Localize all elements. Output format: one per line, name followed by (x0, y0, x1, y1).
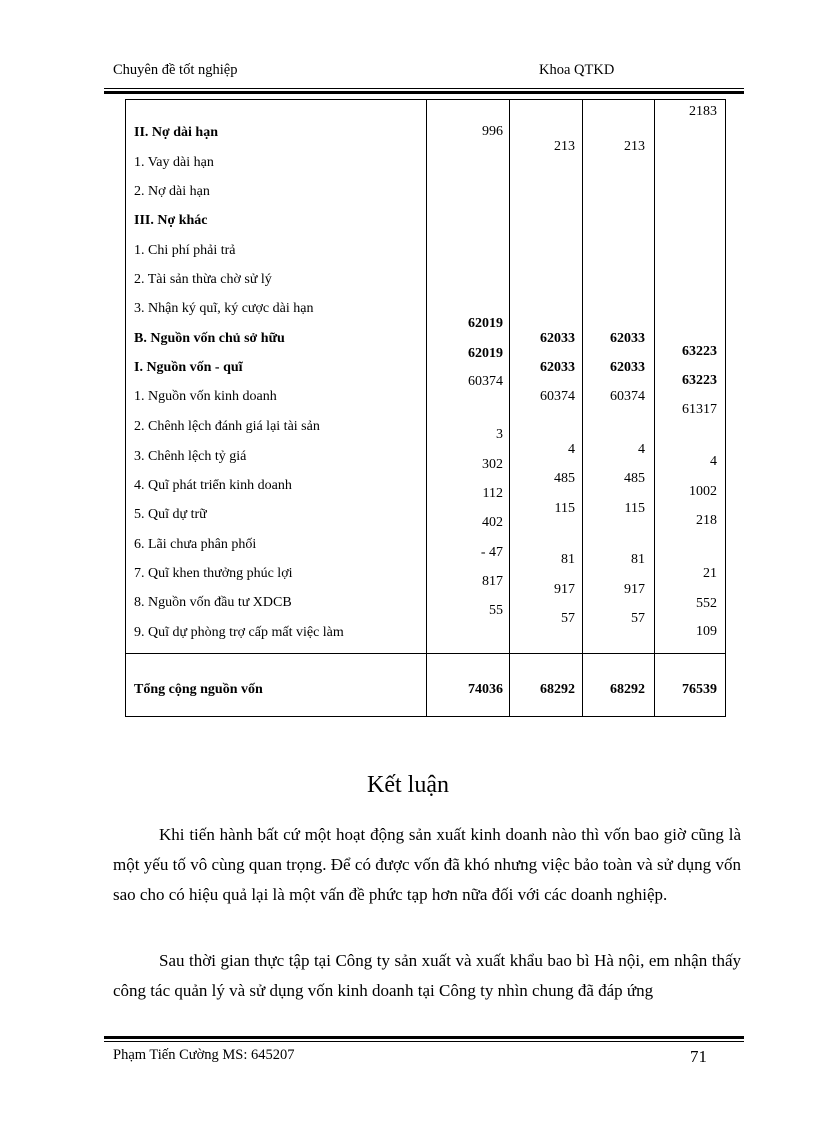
cell-value: 213 (554, 139, 575, 154)
paragraph-line: cũng là một yếu tố vô cùng quan trọng. Để có được vốn đã khó nhưng việc bảo toàn (113, 825, 742, 874)
cell-value: 1002 (689, 484, 717, 499)
cell-value: 402 (482, 515, 503, 530)
cell-value: 62033 (540, 360, 575, 375)
paragraph-1 (113, 820, 741, 910)
cell-value: 63223 (682, 373, 717, 388)
total-value: 68292 (610, 682, 645, 697)
cell-value: 61317 (682, 402, 717, 417)
row-label: 7. Quĩ khen thưởng phúc lợi (134, 566, 293, 581)
cell-value: 62019 (468, 346, 503, 361)
row-label: 8. Nguồn vốn đầu tư XDCB (134, 595, 292, 610)
row-label: 4. Quĩ phát triển kinh doanh (134, 478, 292, 493)
cell-value: 996 (482, 124, 503, 139)
section-title: Kết luận (367, 772, 449, 798)
cell-value: 60374 (610, 389, 645, 404)
row-label: III. Nợ khác (134, 213, 208, 228)
cell-value: 115 (624, 501, 645, 516)
cell-value: 62033 (540, 331, 575, 346)
col-divider (654, 100, 655, 716)
total-value: 74036 (468, 682, 503, 697)
row-label: 2. Tài sản thừa chờ sử lý (134, 272, 272, 287)
row-label: 9. Quĩ dự phòng trợ cấp mất việc làm (134, 625, 344, 640)
paragraph-line: và sử dụng vốn sao cho có hiệu quả lại là một vấn đề phức tạp hơn nữa đối với các (113, 855, 742, 904)
cell-value: 60374 (468, 374, 503, 389)
cell-value: 4 (710, 454, 717, 469)
cell-value: 81 (631, 552, 645, 567)
row-label: 2. Chênh lệch đánh giá lại tài sản (134, 419, 320, 434)
cell-value: 57 (631, 611, 645, 626)
paragraph-2 (113, 946, 741, 1006)
row-label: 5. Quĩ dự trữ (134, 507, 207, 522)
footer-rule (104, 1041, 744, 1042)
cell-value: 4 (568, 442, 575, 457)
row-label: 6. Lãi chưa phân phối (134, 537, 257, 552)
page-number: 71 (690, 1047, 707, 1066)
cell-value: 81 (561, 552, 575, 567)
footer-rule-thick (104, 1036, 744, 1039)
header-rule-thick (104, 91, 744, 94)
header-left: Chuyên đề tốt nghiệp (113, 62, 238, 78)
cell-value: 109 (696, 624, 717, 639)
total-label: Tổng cộng nguồn vốn (134, 682, 263, 697)
cell-value: 2183 (689, 104, 717, 119)
cell-value: 63223 (682, 344, 717, 359)
cell-value: 112 (482, 486, 503, 501)
cell-value: 62033 (610, 360, 645, 375)
cell-value: 485 (624, 471, 645, 486)
row-label: B. Nguồn vốn chủ sở hữu (134, 331, 285, 346)
cell-value: 917 (624, 582, 645, 597)
cell-value: 302 (482, 457, 503, 472)
col-divider (426, 100, 427, 716)
col-divider (582, 100, 583, 716)
cell-value: 57 (561, 611, 575, 626)
cell-value: 62033 (610, 331, 645, 346)
row-label: I. Nguồn vốn - quĩ (134, 360, 243, 375)
cell-value: 4 (638, 442, 645, 457)
footer-author: Phạm Tiến Cường MS: 645207 (113, 1047, 295, 1063)
row-label: II. Nợ dài hạn (134, 125, 219, 140)
row-label: 3. Nhận ký quĩ, ký cược dài hạn (134, 301, 314, 316)
row-label: 1. Vay dài hạn (134, 155, 214, 170)
row-label: 2. Nợ dài hạn (134, 184, 210, 199)
col-divider (509, 100, 510, 716)
cell-value: 60374 (540, 389, 575, 404)
paragraph-line: Khi tiến hành bất cứ một hoạt động sản xuất kinh doanh nào thì vốn bao giờ (159, 825, 687, 844)
cell-value: 115 (554, 501, 575, 516)
paragraph-line: thấy công tác quản lý và sử dụng vốn kinh doanh tại Công ty nhìn chung đã đáp ứng (113, 951, 742, 1000)
header-right: Khoa QTKD (539, 62, 615, 78)
balance-table (125, 99, 726, 717)
row-label: 1. Chi phí phải trả (134, 243, 236, 258)
total-divider (126, 653, 725, 654)
cell-value: 3 (496, 427, 503, 442)
paragraph-line: Sau thời gian thực tập tại Công ty sản xuất và xuất khẩu bao bì Hà nội, em nhận (159, 951, 708, 970)
cell-value: 817 (482, 574, 503, 589)
cell-value: 552 (696, 596, 717, 611)
cell-value: - 47 (480, 545, 503, 560)
row-label: 3. Chênh lệch tỷ giá (134, 449, 247, 464)
total-value: 76539 (682, 682, 717, 697)
cell-value: 218 (696, 513, 717, 528)
cell-value: 917 (554, 582, 575, 597)
total-value: 68292 (540, 682, 575, 697)
cell-value: 213 (624, 139, 645, 154)
cell-value: 485 (554, 471, 575, 486)
header-rule (104, 88, 744, 89)
cell-value: 21 (703, 566, 717, 581)
paragraph-line: doanh nghiệp. (570, 885, 668, 904)
row-label: 1. Nguồn vốn kinh doanh (134, 389, 277, 404)
cell-value: 55 (489, 603, 503, 618)
cell-value: 62019 (468, 316, 503, 331)
